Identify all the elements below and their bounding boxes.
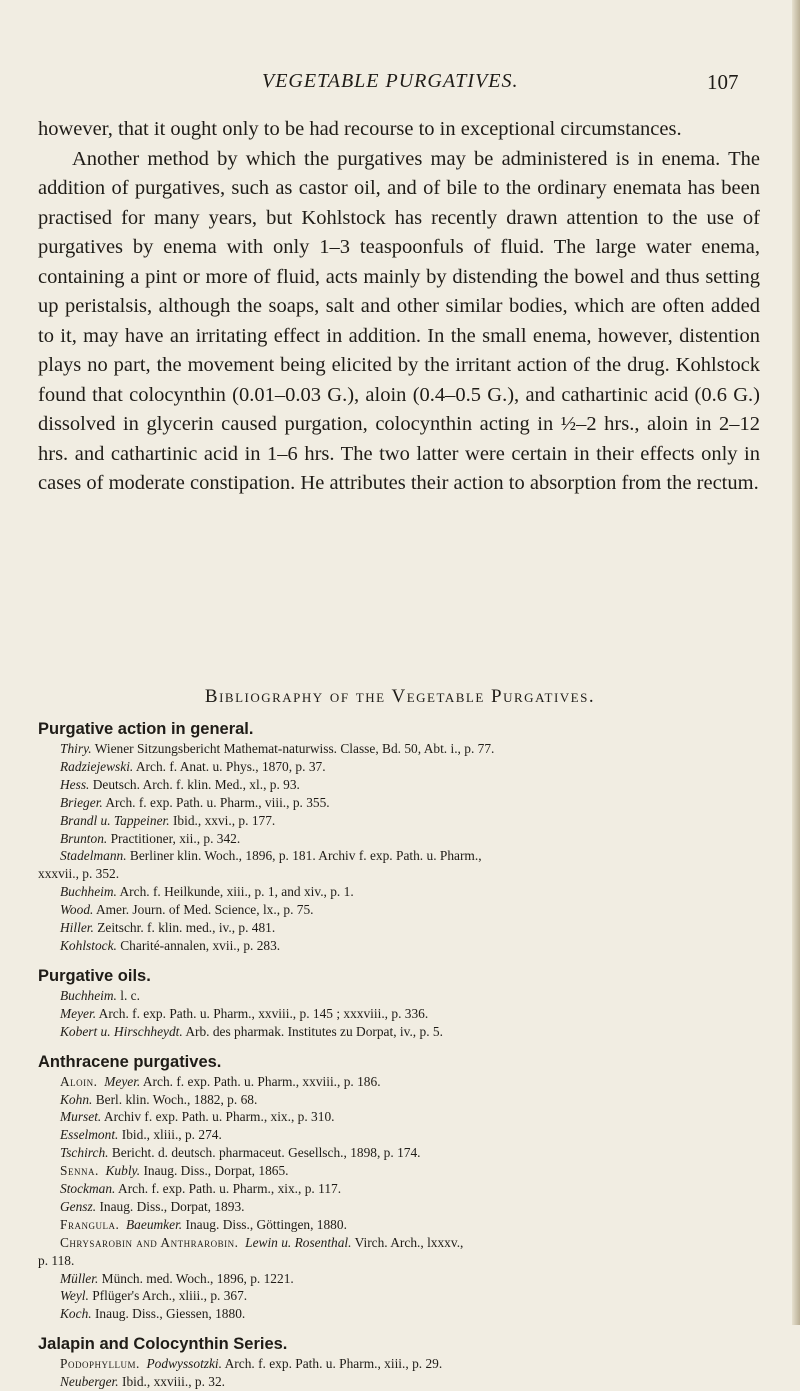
entry-citation: Inaug. Diss., Dorpat, 1865. — [140, 1163, 289, 1179]
bibliography-entry — [38, 919, 778, 937]
bibliography-entry — [38, 987, 778, 1005]
entry-citation: Virch. Arch., lxxxv., — [351, 1234, 464, 1250]
bibliography-section-heading: Anthracene purgatives. — [38, 1052, 222, 1071]
bibliography-entry — [38, 1234, 778, 1270]
entry-citation: Wiener Sitzungsbericht Mathemat-naturwiss. Classe, Bd. 50, Abt. i., p. 77. — [91, 741, 495, 756]
entry-citation: Bericht. d. deutsch. pharmaceut. Gesellsch., 1898, p. 174. — [108, 1145, 421, 1161]
entry-author: Hiller. — [60, 920, 94, 936]
entry-author: Müller. — [60, 1270, 99, 1286]
entry-subject-label: Podophyllum. — [60, 1356, 140, 1372]
bibliography-entry — [38, 794, 778, 812]
entry-citation: l. c. — [116, 987, 140, 1003]
entry-citation: Ibid., xxvi., p. 177. — [169, 812, 276, 828]
page-number: 107 — [707, 70, 739, 94]
entry-citation: Archiv f. exp. Path. u. Pharm., xix., p. 310. — [101, 1109, 335, 1125]
bibliography-entry — [38, 1023, 778, 1041]
bibliography-entry — [38, 1091, 778, 1109]
entry-citation: Arch. f. exp. Path. u. Pharm., xxviii., p. 186. — [140, 1073, 381, 1089]
body-text — [38, 115, 760, 499]
entry-author: Thiry. — [60, 741, 92, 756]
entry-citation: Arch. f. exp. Path. u. Pharm., xix., p. 117. — [115, 1181, 342, 1197]
entry-citation: Practitioner, xii., p. 342. — [107, 830, 241, 846]
bibliography-entry — [38, 1005, 778, 1023]
entry-citation: Inaug. Diss., Göttingen, 1880. — [182, 1216, 347, 1232]
entry-author: Stadelmann. — [60, 848, 127, 864]
bibliography-entry — [38, 1162, 778, 1180]
entry-subject-label: Chrysarobin and Anthrarobin. — [60, 1234, 239, 1250]
bibliography-entry — [38, 812, 778, 830]
entry-citation: Ibid., xliii., p. 274. — [118, 1127, 222, 1143]
bibliography-entry — [38, 830, 778, 848]
entry-citation: Arb. des pharmak. Institutes zu Dorpat, iv., p. 5. — [182, 1023, 443, 1039]
entry-citation: Ibid., xxviii., p. 32. — [118, 1374, 226, 1390]
entry-citation: Amer. Journ. of Med. Science, lx., p. 75. — [93, 902, 314, 918]
entry-author: Murset. — [60, 1109, 102, 1125]
entry-author: Meyer. — [60, 1005, 97, 1021]
bibliography-entry — [38, 1287, 778, 1305]
entry-author: Kobert u. Hirschheydt. — [60, 1023, 183, 1039]
bibliography-entry — [38, 758, 778, 776]
entry-author: Kubly. — [105, 1163, 141, 1179]
bibliography-entry — [38, 901, 778, 919]
bibliography-section-heading: Purgative action in general. — [38, 720, 254, 738]
entry-author: Esselmont. — [60, 1127, 119, 1143]
entry-author: Meyer. — [104, 1073, 141, 1089]
entry-author: Kohn. — [60, 1091, 93, 1107]
entry-citation: Berliner klin. Woch., 1896, p. 181. Archiv f. exp. Path. u. Pharm., — [126, 848, 482, 864]
paragraph: Another method by which the purgatives may be administered is in enema. The addition of purgatives, such as castor oil, and of bile to the ordinary enemata has been practised for many years, but Kohlstock has recently drawn attention to the use of purgatives by enema with only 1–3 teaspoonfuls of fluid. The large water enema, containing a pint or more of fluid, acts mainly by distending the bowel and thus setting up peristalsis, although the soaps, salt and other similar bodies, which are often added to it, may have an irritating effect in addition. In the small enema, however, distention plays no part, the movement being elicited by the irritant action of the drug. Kohlstock found that colocynthin (0.01–0.03 G.), aloin (0.4–0.5 G.), and cathartinic acid (0.6 G.) dissolved in glycerin caused purgation, colocynthin acting in ½–2 hrs., aloin in 2–12 hrs. and cathartinic acid in 1–6 hrs. The two latter were certain in their effects only in cases of moderate constipation. He attributes their action to absorption from the rectum. — [38, 147, 760, 494]
bibliography-section-heading: Jalapin and Colocynthin Series. — [38, 1335, 288, 1354]
bibliography-entry — [38, 1180, 778, 1198]
entry-author: Buchheim. — [60, 884, 117, 900]
bibliography-entry — [38, 1355, 778, 1373]
entry-subject-label: Frangula. — [60, 1216, 120, 1232]
entry-author: Neuberger. — [60, 1374, 119, 1390]
running-title: VEGETABLE PURGATIVES. — [262, 70, 519, 92]
bibliography-entry — [38, 1373, 778, 1391]
entry-citation: Arch. f. Heilkunde, xiii., p. 1, and xiv., p. 1. — [116, 884, 354, 900]
bibliography-entry — [38, 740, 778, 758]
entry-author: Gensz. — [60, 1198, 97, 1214]
bibliography-entry — [38, 1198, 778, 1216]
bibliography-section-heading: Purgative oils. — [38, 966, 151, 985]
entry-author: Brandl u. Tappeiner. — [60, 812, 170, 828]
entry-author: Stockman. — [60, 1181, 116, 1197]
bibliography-entry — [38, 1216, 778, 1234]
bibliography-entry — [38, 1305, 778, 1323]
bibliography-entry — [38, 1126, 778, 1144]
entry-subject-label: Senna. — [60, 1163, 99, 1179]
entry-citation: Münch. med. Woch., 1896, p. 1221. — [98, 1270, 294, 1286]
entry-author: Radziejewski. — [60, 758, 134, 774]
entry-author: Kohlstock. — [60, 937, 117, 953]
entry-author: Brieger. — [60, 794, 103, 810]
entry-citation: Berl. klin. Woch., 1882, p. 68. — [92, 1091, 258, 1107]
entry-citation: Zeitschr. f. klin. med., iv., p. 481. — [93, 920, 276, 936]
bibliography — [38, 718, 778, 1391]
entry-citation: Arch. f. Anat. u. Phys., 1870, p. 37. — [133, 758, 326, 774]
entry-citation-continued: p. 118. — [38, 1252, 75, 1268]
entry-author: Baeumker. — [126, 1216, 183, 1232]
entry-author: Buchheim. — [60, 987, 117, 1003]
entry-author: Koch. — [60, 1306, 92, 1322]
bibliography-entry — [38, 1144, 778, 1162]
entry-subject-label: Aloin. — [60, 1073, 98, 1089]
entry-author: Podwyssotzki. — [146, 1356, 223, 1372]
entry-author: Brunton. — [60, 830, 108, 846]
bibliography-entry — [38, 1108, 778, 1126]
bibliography-entry — [38, 1073, 778, 1091]
bibliography-title: Bibliography of the Vegetable Purgatives. — [204, 686, 596, 707]
entry-author: Lewin u. Rosenthal. — [245, 1234, 352, 1250]
entry-citation: Deutsch. Arch. f. klin. Med., xl., p. 93. — [89, 776, 300, 792]
paragraph: however, that it ought only to be had recourse to in exceptional circumstances. — [38, 118, 682, 140]
entry-citation-continued: xxxvii., p. 352. — [38, 866, 120, 882]
entry-author: Wood. — [60, 902, 94, 918]
entry-citation: Arch. f. exp. Path. u. Pharm., xxviii., p. 145 ; xxxviii., p. 336. — [96, 1005, 429, 1021]
entry-citation: Arch. f. exp. Path. u. Pharm., viii., p. 355. — [102, 794, 330, 810]
entry-author: Weyl. — [60, 1288, 89, 1304]
bibliography-entry — [38, 776, 778, 794]
entry-citation: Arch. f. exp. Path. u. Pharm., xiii., p. 29. — [222, 1356, 443, 1372]
entry-author: Hess. — [60, 776, 90, 792]
bibliography-entry — [38, 937, 778, 955]
entry-citation: Inaug. Diss., Giessen, 1880. — [91, 1306, 246, 1322]
page-edge-shadow — [792, 0, 800, 1325]
entry-author: Tschirch. — [60, 1145, 109, 1161]
entry-citation: Charité-annalen, xvii., p. 283. — [116, 937, 281, 953]
bibliography-entry — [38, 1270, 778, 1288]
entry-citation: Inaug. Diss., Dorpat, 1893. — [96, 1198, 245, 1214]
bibliography-entry — [38, 847, 778, 883]
bibliography-entry — [38, 883, 778, 901]
entry-citation: Pflüger's Arch., xliii., p. 367. — [88, 1288, 248, 1304]
